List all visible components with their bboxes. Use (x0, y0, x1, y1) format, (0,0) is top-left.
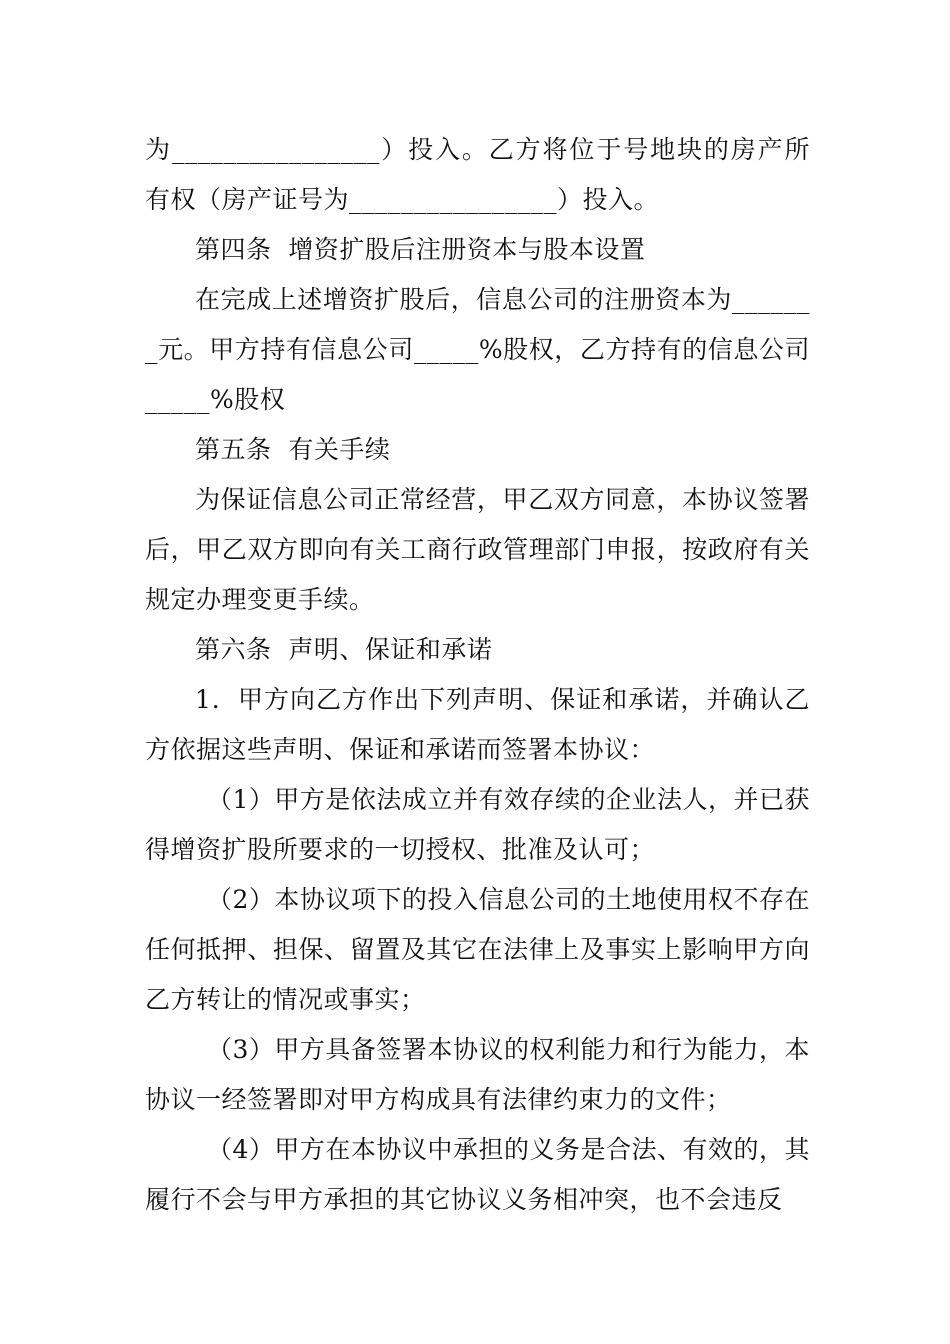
clause-1: （1）甲方是依法成立并有效存续的企业法人，并已获得增资扩股所要求的一切授权、批准及认可； (145, 785, 810, 864)
article-6-heading: 第六条 声明、保证和承诺 (195, 635, 493, 664)
paragraph-party-a-declarations: 1．甲方向乙方作出下列声明、保证和承诺，并确认乙方依据这些声明、保证和承诺而签署本协议： (145, 685, 810, 764)
paragraph-procedures: 为保证信息公司正常经营，甲乙双方同意，本协议签署后，甲乙双方即向有关工商行政管理部门申报，按政府有关规定办理变更手续。 (145, 485, 810, 614)
article-5-heading: 第五条 有关手续 (195, 435, 391, 464)
clause-3: （3）甲方具备签署本协议的权利能力和行为能力，本协议一经签署即对甲方构成具有法律约束力的文件； (145, 1035, 810, 1114)
document-body (145, 125, 810, 1225)
clause-4: （4）甲方在本协议中承担的义务是合法、有效的，其履行不会与甲方承担的其它协议义务相冲突，也不会违反 (145, 1135, 810, 1214)
article-4-heading: 第四条 增资扩股后注册资本与股本设置 (195, 235, 646, 264)
paragraph-investment-continuation: 为________________）投入。乙方将位于号地块的房产所有权（房产证号为________________）投入。 (145, 135, 810, 214)
clause-2: （2）本协议项下的投入信息公司的土地使用权不存在任何抵押、担保、留置及其它在法律上及事实上影响甲方向乙方转让的情况或事实； (145, 885, 810, 1014)
paragraph-registered-capital: 在完成上述增资扩股后，信息公司的注册资本为_______元。甲方持有信息公司_____%股权，乙方持有的信息公司_____%股权 (145, 285, 810, 414)
